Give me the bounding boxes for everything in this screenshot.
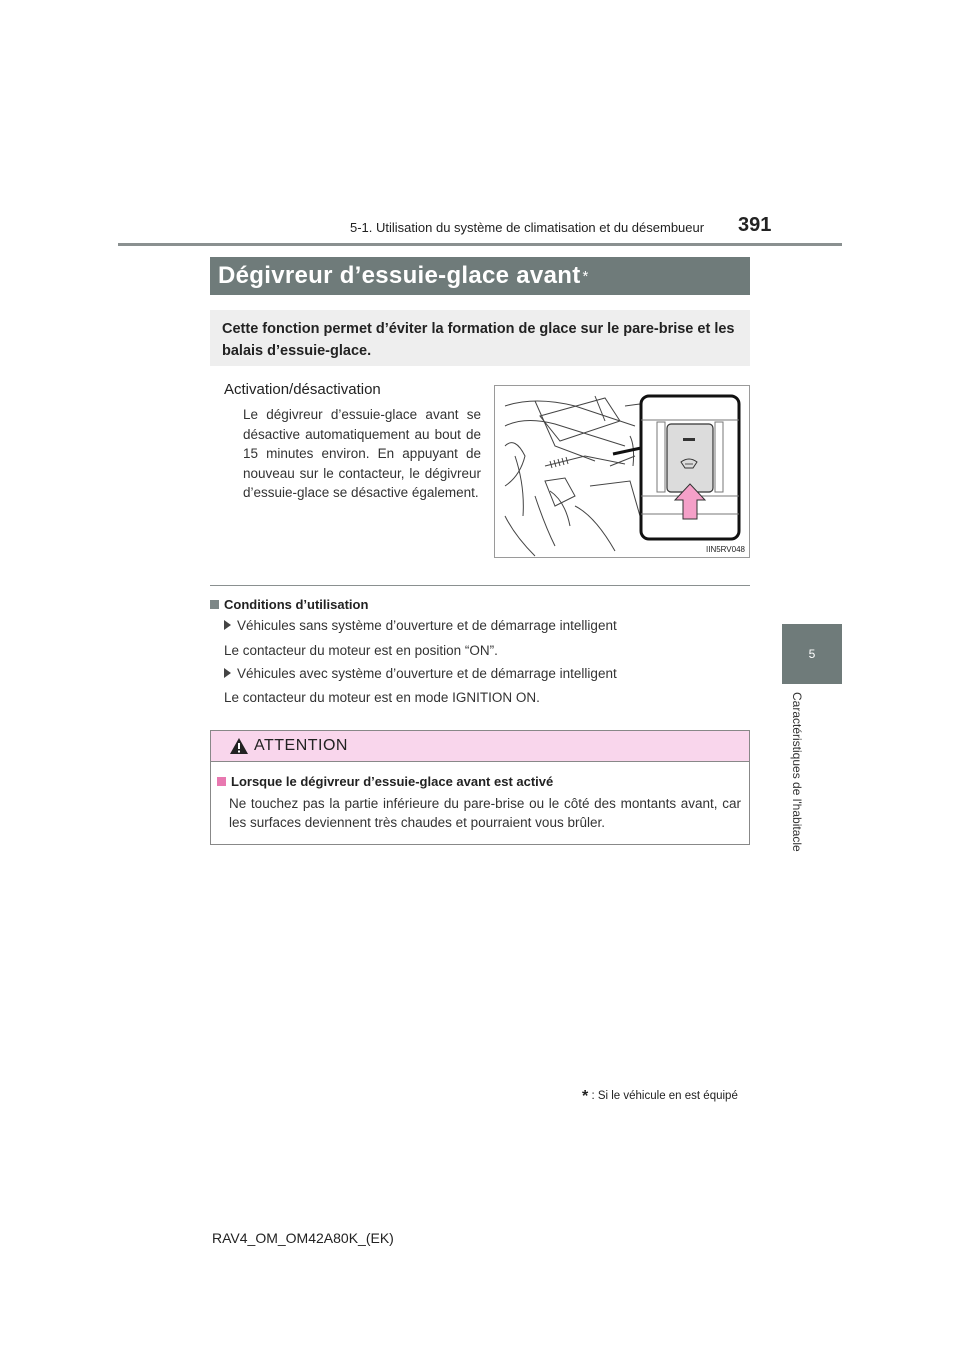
footnote-marker: * xyxy=(582,1088,589,1105)
page-number: 391 xyxy=(738,214,772,236)
warning-triangle-icon xyxy=(229,737,249,755)
dashboard-illustration xyxy=(494,385,750,558)
chapter-number: 5 xyxy=(808,647,816,661)
warning-header xyxy=(211,731,749,762)
condition-label-text: Véhicules avec système d’ouverture et de démarrage intelligent xyxy=(237,666,617,681)
warning-subtitle-text: Lorsque le dégivreur d’essuie-glace avant est activé xyxy=(231,774,554,789)
warning-box xyxy=(210,730,750,845)
dashboard-switch-illustration xyxy=(495,386,749,557)
page-title-bar xyxy=(210,257,750,295)
conditions-title-text: Conditions d’utilisation xyxy=(224,597,369,612)
document-code: RAV4_OM_OM42A80K_(EK) xyxy=(212,1230,394,1246)
page-title: Dégivreur d’essuie-glace avant xyxy=(218,262,581,289)
section-title: 5-1. Utilisation du système de climatisation et du désembueur xyxy=(350,220,705,235)
triangle-bullet-icon xyxy=(224,668,231,678)
condition-label-text: Véhicules sans système d’ouverture et de démarrage intelligent xyxy=(237,618,617,633)
warning-text: Ne touchez pas la partie inférieure du pare-brise ou le côté des montants avant, car les surfaces deviennent très chaudes et pourraient vous brûler. xyxy=(229,796,741,830)
condition-text: Le contacteur du moteur est en mode IGNITION ON. xyxy=(224,690,540,705)
square-bullet-icon xyxy=(210,600,219,609)
title-footnote-marker: * xyxy=(582,267,589,285)
chapter-tab xyxy=(782,624,842,684)
warning-label: ATTENTION xyxy=(254,737,348,754)
condition-label xyxy=(224,666,617,681)
triangle-bullet-icon xyxy=(224,620,231,630)
figure-code: IIN5RV048 xyxy=(706,545,745,554)
conditions-title xyxy=(210,597,368,612)
condition-label xyxy=(224,618,617,633)
section-divider xyxy=(210,585,750,586)
square-bullet-icon xyxy=(217,777,226,786)
footnote-text: : Si le véhicule en est équipé xyxy=(591,1090,738,1102)
footnote xyxy=(582,1088,738,1106)
header-divider xyxy=(118,243,842,246)
chapter-label: Caractéristiques de l'habitacle xyxy=(790,692,804,852)
activation-title: Activation/désactivation xyxy=(224,381,381,398)
activation-description: Le dégivreur d’essuie-glace avant se désactive automatiquement au bout de 15 minutes environ. En appuyant de nouveau sur le contacteur, le dégivreur d’essuie-glace se désactive également. xyxy=(243,407,481,500)
intro-box: Cette fonction permet d’éviter la formation de glace sur le pare-brise et les balais d’essuie-glace. xyxy=(210,310,750,366)
condition-text: Le contacteur du moteur est en position “ON”. xyxy=(224,643,498,658)
warning-subtitle xyxy=(217,774,553,789)
